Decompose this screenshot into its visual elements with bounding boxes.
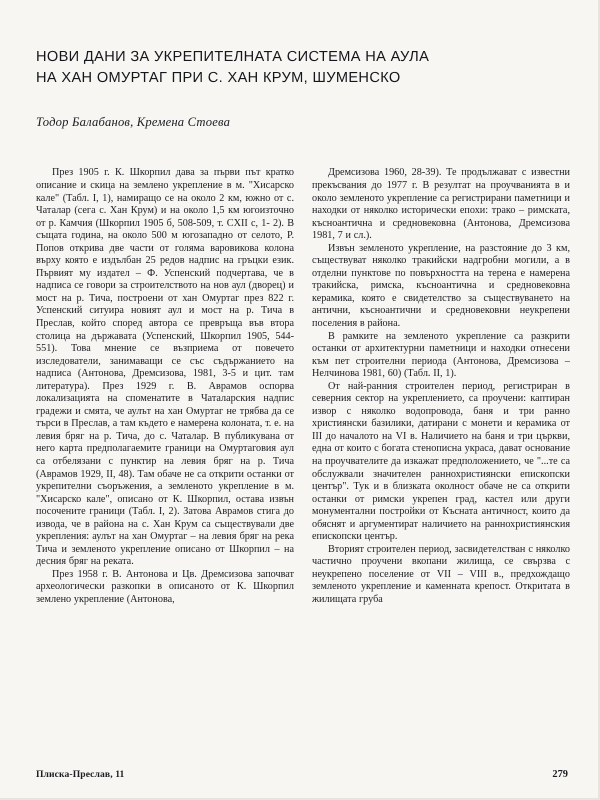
page-footer	[36, 769, 568, 780]
column-left	[36, 167, 294, 606]
title-block	[36, 0, 568, 130]
paragraph: През 1958 г. В. Антонова и Цв. Дремсизова започват археологически разкопки в описаното от К. Шкорпил землено укрепление (Антонова,	[36, 568, 294, 606]
page-title-line-2: НА ХАН ОМУРТАГ ПРИ С. ХАН КРУМ, ШУМЕНСКО	[36, 69, 401, 86]
page-content-area	[36, 0, 568, 798]
paragraph: Дремсизова 1960, 28-39). Те продължават с известни прекъсвания до 1977 г. В резултат на проучванията в и около земленото укрепление са регистрирани паметници и находки от няколко исторически епохи: трако – римската, късноантична и средновековна (Антонова, Дремсизова 1981, 7 и сл.).	[312, 167, 570, 242]
paragraph: Извън земленото укрепление, на разстояние до 3 км, съществуват няколко тракийски надгробни могили, а в отделни пунктове по повърхността на терена е намерена тракийска, римска, късноантична и средновековна керамика, която е свидетелство за съществуването на антични, късноантични и средновековни неукрепени поселения в района.	[312, 242, 570, 329]
paragraph: Вторият строителен период, засвидетелстван с няколко частично проучени вкопани жилища, се свързва с неукрепено поселение от VII – VIII в., предхождащо земленото укрепление и каменната крепост. Откритата в жилищата груба	[312, 543, 570, 606]
paragraph: В рамките на земленото укрепление са разкрити останки от архитектурни паметници и находки отнесени към пет строителни периода (Антонова, Дремсизова – Нелчинова 1981, 60) (Табл. II, 1).	[312, 330, 570, 380]
column-right	[312, 167, 570, 606]
page-number: 279	[552, 769, 568, 780]
page-title-line-1: НОВИ ДАНИ ЗА УКРЕПИТЕЛНАТА СИСТЕМА НА АУЛА	[36, 49, 430, 65]
footer-series-title: Плиска-Преслав, 11	[36, 769, 125, 780]
authors-line: Тодор Балабанов, Кремена Стоева	[36, 115, 231, 130]
paragraph: През 1905 г. К. Шкорпил дава за първи път кратко описание и скица на землено укрепление в м. "Хисарско кале" (Табл. I, 1), намиращо се на около 2 км, южно от с. Чаталар (сега с. Хан Крум) и на около 1,5 км югоизточно от р. Камчия (Шкорпил 1905 б, 508-509, т. CXII с, 1- 2). В същата година, на около 500 м югозападно от селото, Р. Попов открива две части от голяма варовикова колона върху която е издълбан 25 редов надпис на гръцки език. Първият му издател – Ф. Успенский подчертава, че в надписа се говори за строителството на нов аул (дворец) и мост на р. Тича, построени от хан Омуртаг през 822 г. Успенский ситуира новият аул и мост на р. Тича в Преслав, който според автора се превръща във втора столица на държавата (Успенский, Шкорпил 1905, 544-551). Това мнение се възприема от повечето изследователи, занимаващи се със съдържанието на надписа (Антонова, Дремсизова, 1981, 3-5 и цит. там литература). През 1929 г. В. Аврамов оспорва локализацията на споменатите в Чаталарския надпис градежи и смята, че аулът на хан Омуртаг не трябва да се търси в Преслав, а там където е намерена колоната, т. е. на левия бряг на р. Тича, до с. Чаталар. В публикувана от него карта предполагаемите граници на Омуртаговия аул са отбелязани с пунктир на левия бряг на р. Тича (Аврамов 1929, II, 48). Там обаче не са открити останки от укрепителни съоръжения, а земленото укрепление в м. "Хисарско кале", описано от К. Шкорпил, остава извън посочените граници (Табл. I, 2). Затова Аврамов стига до извода, че в района на с. Хан Крум са съществували две укрепления: аулът на хан Омуртаг – на левия бряг на река Тича и земленото укрепление описано от Шкорпил – на десния бряг на реката.	[36, 167, 294, 568]
two-column-body	[36, 167, 570, 606]
paragraph: От най-ранния строителен период, регистриран в северния сектор на укреплението, са проучени: каптиран извор с няколко водопровода, баня и три ранно християнски базилики, датирани с монети и керамика от III до началото на VI в. Наличието на баня и три църкви, една от които с богата стенописна украса, дават основание на проучвателите да изкажат предположението, че "...те са обслужвали значителен раннохристиянски епископски центъp". Тук и в близката околност обаче не са открити останки от римски укрепен град, кастел или други монументални постройки от Късната античност, които да обяснят и аргументират наличието на раннохристиянския епископски центъp.	[312, 380, 570, 543]
page-title	[36, 47, 568, 88]
